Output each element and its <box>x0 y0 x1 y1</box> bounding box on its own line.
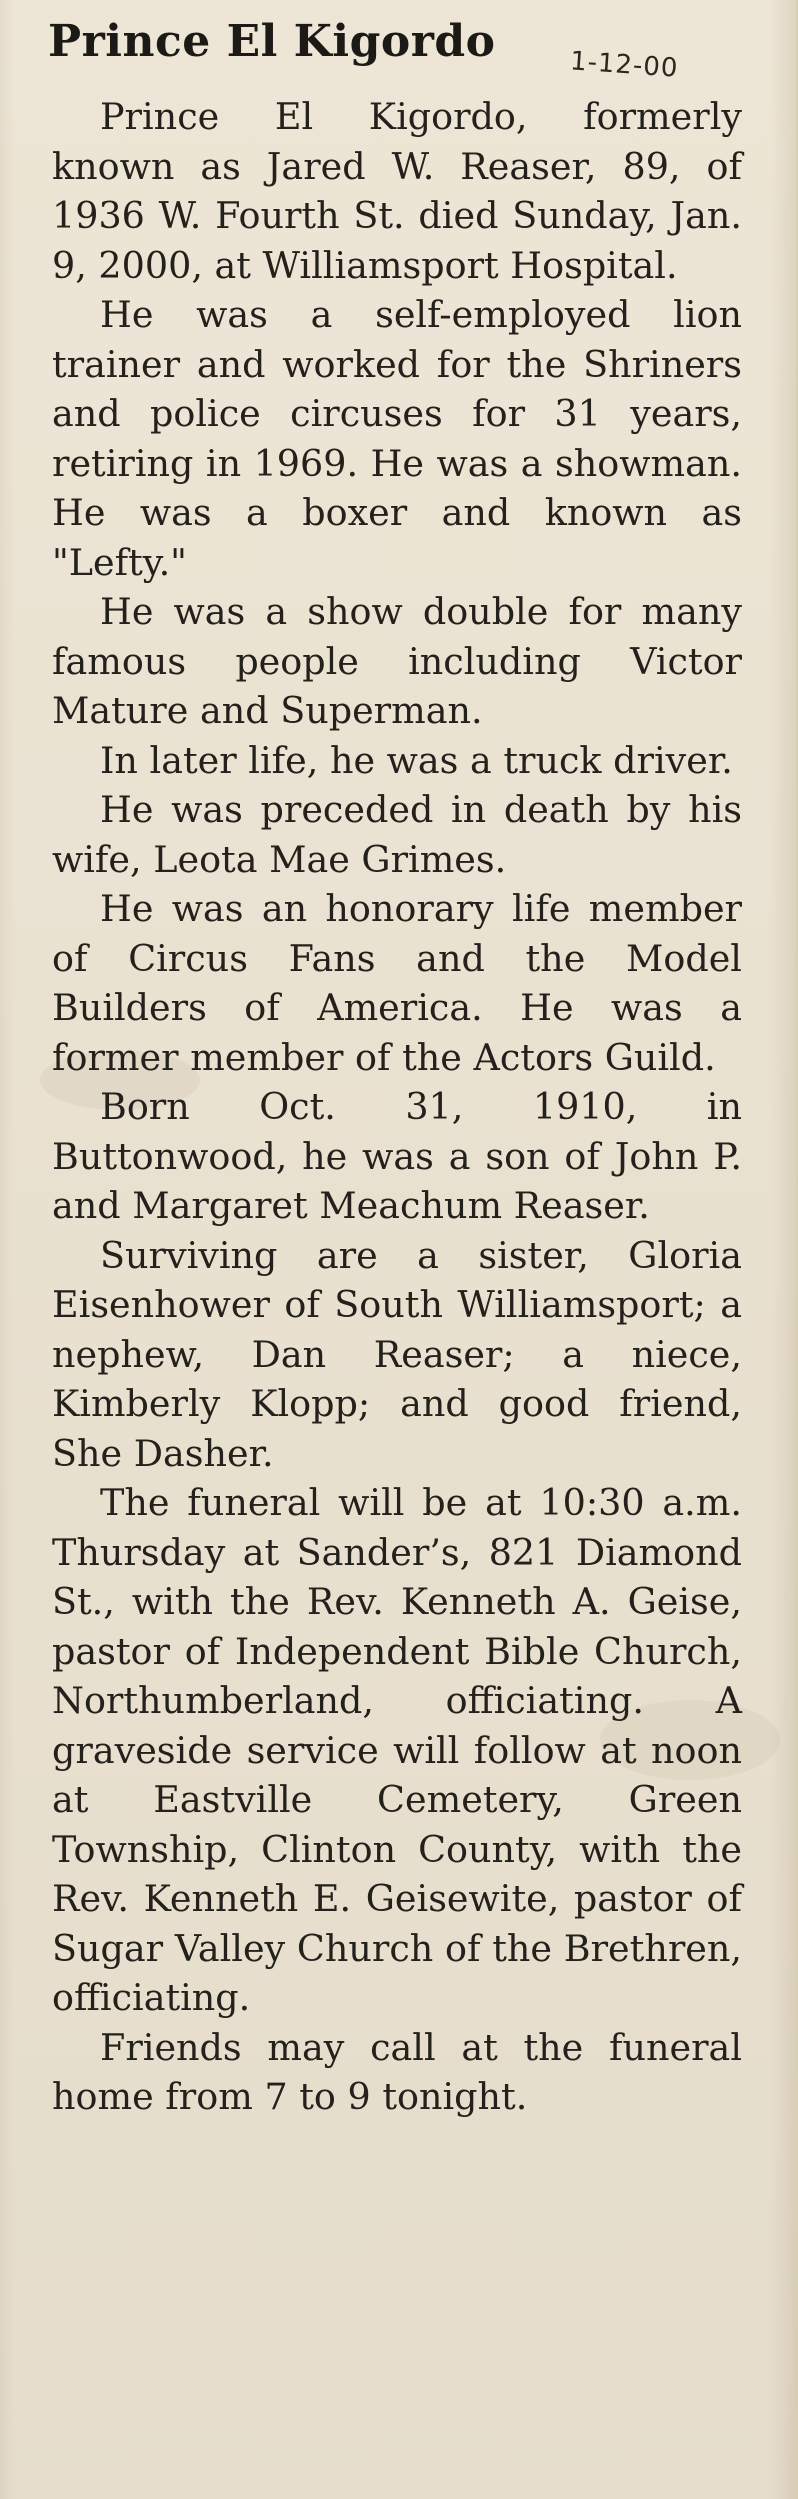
handwritten-date: 1-12-00 <box>569 46 680 84</box>
paragraph-later-life: In later life, he was a truck driver. <box>100 738 733 782</box>
paragraph-birth: Born Oct. 31, 1910, in Buttonwood, he was a son of John P. and Margaret Meachum Reaser. <box>52 1085 742 1227</box>
paragraph-funeral: The funeral will be at 10:30 a.m. Thursday at Sander’s, 821 Diamond St., with the Rev. Kenneth A. Geise, pastor of Independent Bible Church, Northumberland, officiating. A graveside service will follow at noon at Eastville Cemetery, Green Township, Clinton County, with the Rev. Kenneth E. Geisewite, pastor of Sugar Valley Church of the Brethren, officiating. <box>52 1481 742 2019</box>
paragraph-visitation: Friends may call at the funeral home from 7 to 9 tonight. <box>52 2025 742 2118</box>
paragraph-memberships: He was an honorary life member of Circus Fans and the Model Builders of America. He was a former member of the Actors Guild. <box>52 887 742 1079</box>
paragraph-intro: Prince El Kigordo, formerly known as Jared W. Reaser, 89, of 1936 W. Fourth St. died Sunday, Jan. 9, 2000, at Williamsport Hospital. <box>52 95 742 287</box>
paragraph-career: He was a self-employed lion trainer and worked for the Shriners and police circuses for 31 years, retiring in 1969. He was a showman. He was a boxer and known as "Lefty." <box>52 293 742 584</box>
paragraph-preceded: He was preceded in death by his wife, Leota Mae Grimes. <box>52 788 742 881</box>
obituary-body <box>52 92 742 2122</box>
paragraph-survivors: Surviving are a sister, Gloria Eisenhower of South Williamsport; a nephew, Dan Reaser; a niece, Kimberly Klopp; and good friend, She Dasher. <box>52 1233 742 1475</box>
obituary-headline: Prince El Kigordo <box>48 16 496 67</box>
paragraph-show-double: He was a show double for many famous people including Victor Mature and Superman. <box>52 590 742 732</box>
